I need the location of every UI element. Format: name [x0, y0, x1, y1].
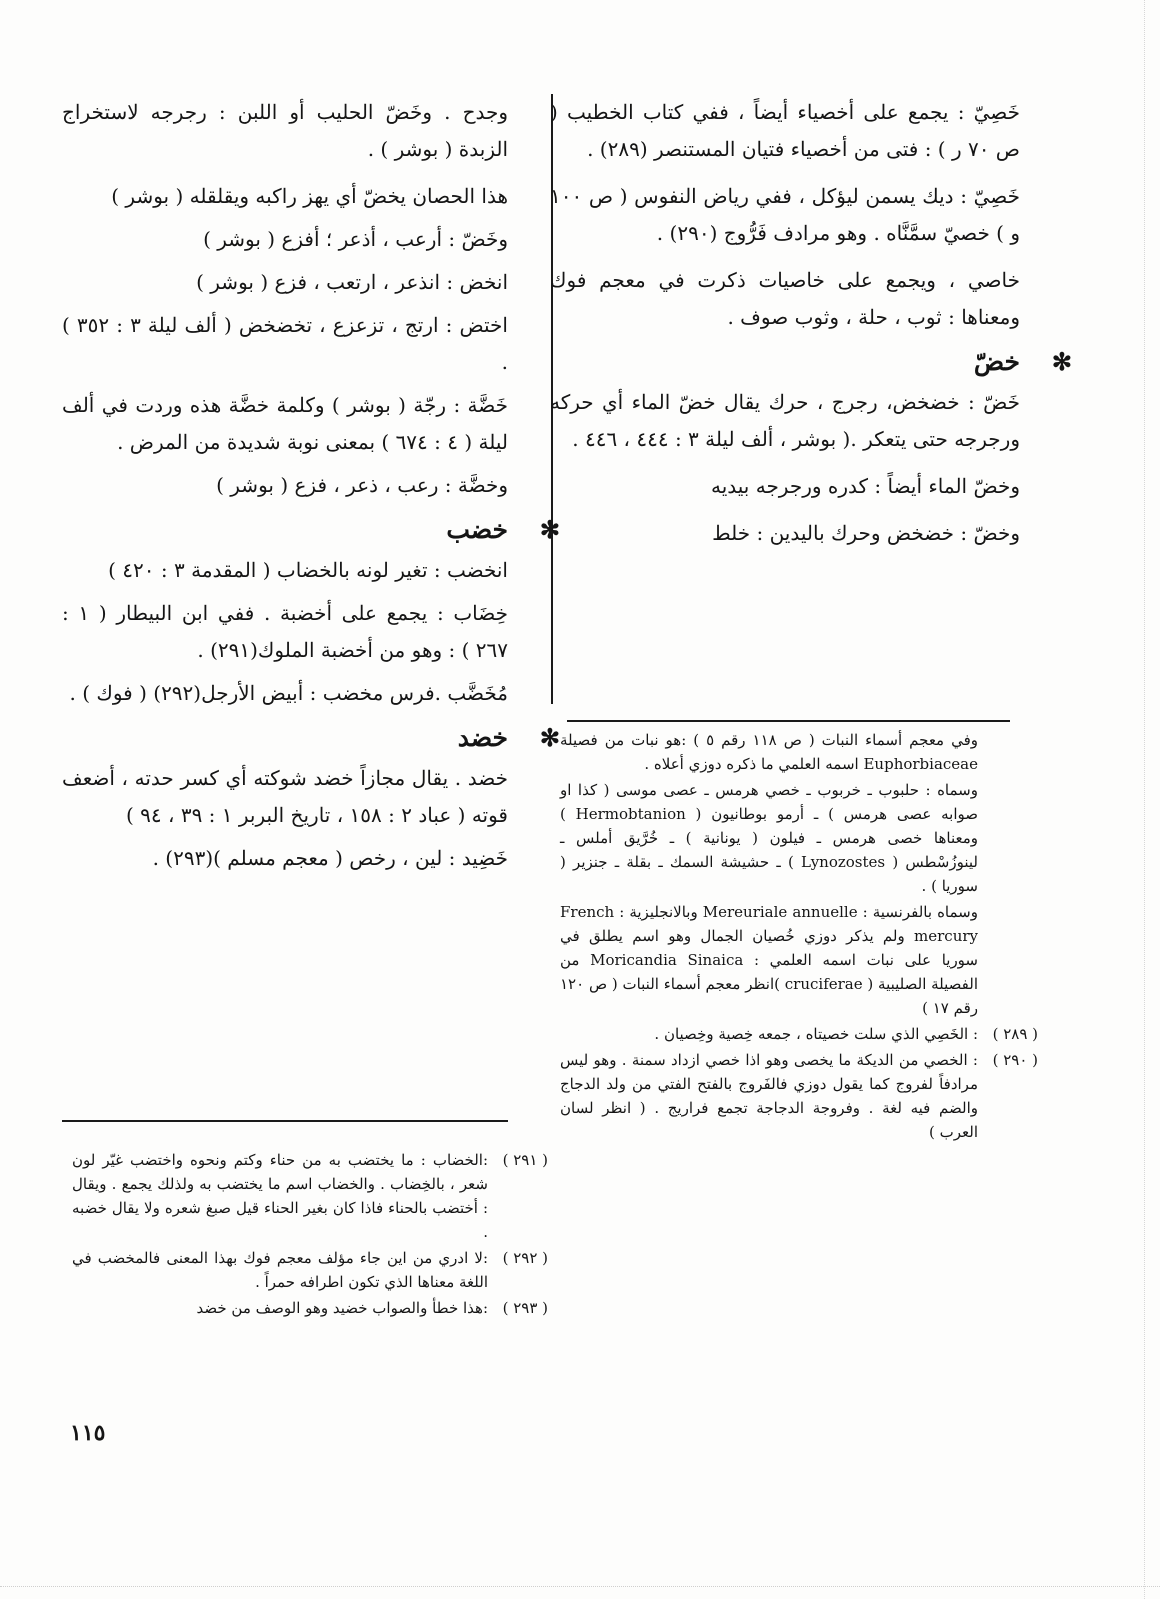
footnote-number: ( ٢٩١ )	[502, 1151, 548, 1169]
left-footnotes	[72, 1148, 548, 1322]
entry-paragraph: خِضَاب : يجمع على أخضبة . ففي ابن البيطار ( ١ : ٢٦٧ ) : وهو من أخضبة الملوك(٢٩١) .	[62, 601, 508, 662]
entry-paragraph: مُخَضَّب .فرس مخضب : أبيض الأرجل(٢٩٢) ( فوك ) .	[69, 681, 508, 705]
footnote	[72, 1246, 548, 1294]
scan-noise	[0, 1586, 1160, 1599]
entry-paragraph: هذا الحصان يخضّ أي يهز راكبه ويقلقله ( بوشر )	[111, 184, 508, 208]
entry-paragraph: وخضّ الماء أيضاً : كدره ورجرجه بيديه	[710, 474, 1020, 498]
footnote-separator	[62, 1120, 508, 1122]
editor-note: وسماه : حلبوب ـ خربوب ـ خصي هرمس ـ عصى موسى ( كذا او صوابه عصى هرمس ) ـ أرمو بوطانيون ( Hermobtanion ) ومعناها خصى هرمس ـ فيلون ( يونانية ) ـ خُرَّيق أملس ـ لينوزُسْطس ( Lynozostes ) ـ حشيشة السمك ـ بقلة ـ جنزير ( سوريا ) .	[560, 781, 978, 895]
entry-paragraph: خَصِيّ : ديك يسمن ليؤكل ، ففي رياض النفوس ( ص ١٠٠ و ) خصيّ سمَّنَّاه . وهو مرادف فَرُّوج (٢٩٠) .	[550, 184, 1020, 245]
heading-text: خضد	[457, 723, 508, 752]
footnote-number: ( ٢٩٠ )	[992, 1051, 1038, 1069]
entry-heading	[62, 510, 560, 550]
entry-heading	[62, 718, 560, 758]
entry-paragraph: انخض : انذعر ، ارتعب ، فزع ( بوشر )	[196, 270, 508, 294]
right-footnotes	[560, 728, 1038, 1146]
entry-paragraph: وخَضّ : أرعب ، أذعر ؛ أفزع ( بوشر )	[203, 227, 508, 251]
editor-note: وفي معجم أسماء النبات ( ص ١١٨ رقم ٥ ) :هو نبات من فصيلة Euphorbiaceae اسمه العلمي ما ذكره دوزي أعلاه .	[560, 731, 978, 773]
entry-paragraph: خَصِيّ : يجمع على أخصياء أيضاً ، ففي كتاب الخطيب ( ص ٧٠ ر ) : فتى من أخصياء فتيان المستنصر (٢٨٩) .	[550, 100, 1020, 161]
footnote	[560, 1048, 1038, 1144]
right-column	[550, 94, 1072, 558]
footnote-text: :لا ادري من اين جاء مؤلف معجم فوك بهذا المعنى فالمخضب في اللغة معناها الذي تكون اطرافه حمراً .	[72, 1249, 488, 1291]
entry-paragraph: خَضّ : خضخض، رجرج ، حرك يقال خضّ الماء أي حركه ورجرجه حتى يتعكر .( بوشر ، ألف ليلة ٣ : ٤٤٤ ، ٤٤٦ .	[550, 390, 1020, 451]
footnote-separator	[567, 720, 1010, 722]
entry-heading	[550, 342, 1072, 382]
footnote-number: ( ٢٩٢ )	[502, 1249, 548, 1267]
footnote-number: ( ٢٩٣ )	[502, 1299, 548, 1317]
entry-paragraph: وخضّ : خضخض وحرك باليدين : خلط	[712, 521, 1020, 545]
entry-paragraph: خضد . يقال مجازاً خضد شوكته أي كسر حدته ، أضعف قوته ( عباد ٢ : ١٥٨ ، تاريخ البربر ١ : ٣٩ ، ٩٤ )	[62, 766, 508, 827]
entry-paragraph: خاصي ، ويجمع على خاصيات ذكرت في معجم فوك ومعناها : ثوب ، حلة ، وثوب صوف .	[550, 268, 1020, 329]
entry-paragraph: انخضب : تغير لونه بالخضاب ( المقدمة ٣ : ٤٢٠ )	[108, 558, 508, 582]
footnote	[72, 1148, 548, 1244]
asterisk-icon: ✻	[1051, 347, 1072, 376]
footnote-text: :الخضاب : ما يختضب به من حناء وكتم ونحوه واختضب غيّر لون شعر ، بالخِضاب . والخضاب اسم ما يختضب به ولذلك يجمع . ويقال : أختضب بالحناء فاذا كان بغير الحناء قيل صبغ شعره ولا يقال خضبه .	[72, 1151, 488, 1241]
page-number: ١١٥	[70, 1420, 106, 1446]
entry-paragraph: خَضِيد : لين ، رخص ( معجم مسلم )(٢٩٣) .	[152, 846, 508, 870]
asterisk-icon: ✻	[539, 515, 560, 544]
entry-paragraph: خَضَّة : رجّة ( بوشر ) وكلمة خضَّة هذه وردت في ألف ليلة ( ٤ : ٦٧٤ ) بمعنى نوبة شديدة من المرض .	[62, 393, 508, 454]
left-column	[62, 94, 560, 883]
footnote-text: : الخَصِي الذي سلت خصيتاه ، جمعه خِصية وخِصيان .	[654, 1025, 978, 1043]
footnote-number: ( ٢٨٩ )	[992, 1025, 1038, 1043]
scan-edge	[1144, 0, 1146, 1599]
heading-text: خضب	[446, 515, 508, 544]
editor-note: وسماه بالفرنسية : Mereuriale annuelle وبالانجليزية : French mercury ولم يذكر دوزي خُصيان الجمال وهو اسم يطلق في سوريا على نبات اسمه العلمي : Moricandia Sinaica من الفصيلة الصليبية ( cruciferae )انظر معجم أسماء النبات ( ص ١٢٠ رقم ١٧ )	[560, 903, 979, 1017]
entry-paragraph: وخضَّة : رعب ، ذعر ، فزع ( بوشر )	[216, 473, 508, 497]
entry-paragraph: وجدح . وخَضّ الحليب أو اللبن : رجرجه لاستخراج الزبدة ( بوشر ) .	[62, 100, 508, 161]
asterisk-icon: ✻	[539, 723, 560, 752]
footnote-text: : الخصي من الديكة ما يخصى وهو اذا خصي ازداد سمنة . وهو ليس مرادفاً لفروج كما يقول دوزي فالفَروج بالفتح الفتي من ولد الدجاج والضم فيه لغة . وفروجة الدجاجة تجمع فراريج . ( انظر لسان العرب )	[560, 1051, 978, 1141]
heading-text: خضّ	[973, 347, 1020, 376]
footnote	[560, 1022, 1038, 1046]
entry-paragraph: اختض : ارتج ، تزعزع ، تخضخض ( ألف ليلة ٣ : ٣٥٢ ) .	[62, 313, 508, 374]
footnote	[72, 1296, 548, 1320]
footnote-text: :هذا خطأ والصواب خضيد وهو الوصف من خضد	[196, 1299, 488, 1317]
